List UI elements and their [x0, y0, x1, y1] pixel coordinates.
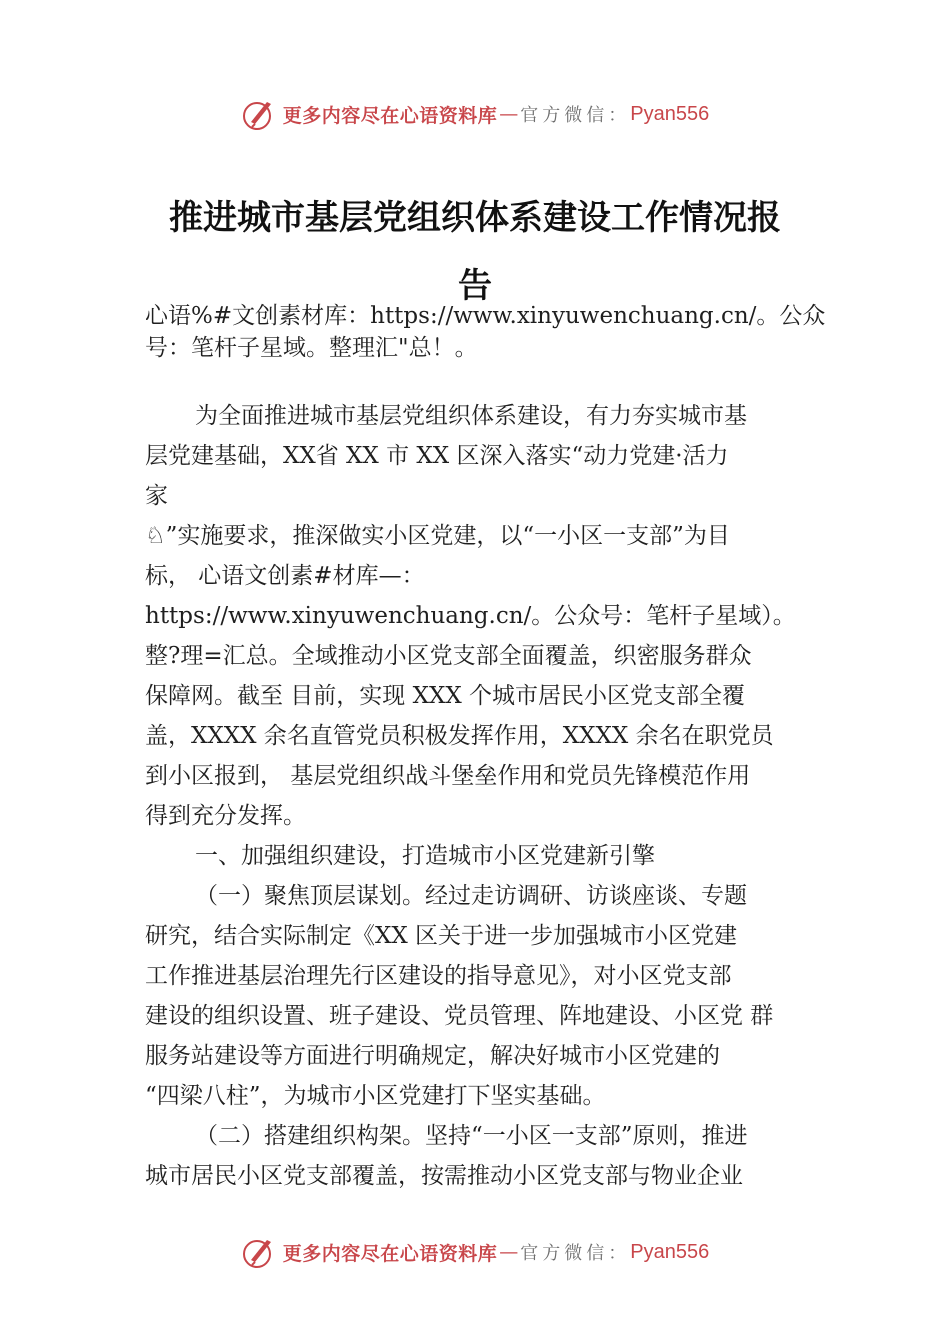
document-title-line-1: 推进城市基层党组织体系建设工作情况报 — [169, 198, 781, 238]
document-body — [145, 300, 835, 1196]
watermark-banner-top — [0, 94, 950, 134]
spacer — [145, 364, 835, 396]
banner-wechat-id: Pyan556 — [630, 1240, 710, 1263]
body-line: 得到充分发挥。 — [145, 803, 306, 829]
body-line: ♘”实施要求，推深做实小区党建，以“一小区一支部”为目 — [145, 523, 730, 549]
document-title-line-2: 告 — [458, 266, 492, 306]
banner-brand-text: 更多内容尽在心语资料库 — [282, 104, 498, 127]
body-line: 到小区报到， 基层党组织战斗堡垒作用和党员先锋模范作用 — [145, 763, 751, 789]
body-line: 层党建基础，XX省 XX 市 XX 区深入落实“动力党建·活力 — [145, 443, 729, 469]
watermark-banner-bottom — [0, 1232, 950, 1272]
body-line: 研究，结合实际制定《XX 区关于进一步加强城市小区党建 — [145, 923, 738, 949]
body-line: 标， 心语文创素#材库—： — [145, 563, 425, 589]
quill-logo-icon — [241, 96, 277, 132]
banner-wechat-label: 官方微信： — [520, 1243, 631, 1264]
body-line: 保障网。截至 目前，实现 XXX 个城市居民小区党支部全覆 — [145, 683, 746, 709]
body-line: 家 — [145, 483, 168, 509]
body-line: 工作推进基层治理先行区建设的指导意见》，对小区党支部 — [145, 963, 732, 989]
body-line: 一、加强组织建设，打造城市小区党建新引擎 — [195, 843, 655, 869]
body-line: 盖，XXXX 余名直管党员积极发挥作用，XXXX 余名在职党员 — [145, 723, 774, 749]
body-line: 为全面推进城市基层党组织体系建设，有力夯实城市基 — [195, 403, 747, 429]
body-line: https://www.xinyuwenchuang.cn/。公众号：笔杆子星域）。 — [145, 603, 796, 629]
quill-logo-icon — [241, 1234, 277, 1270]
body-line: （一）聚焦顶层谋划。经过走访调研、访谈座谈、专题 — [195, 883, 747, 909]
banner-brand-text: 更多内容尽在心语资料库 — [282, 1242, 498, 1265]
header-note-line-2: 号：笔杆子星域。整理汇"总！。 — [145, 335, 478, 361]
body-line: “四梁八柱”，为城市小区党建打下坚实基础。 — [145, 1083, 606, 1109]
body-line: （二）搭建组织构架。坚持“一小区一支部”原则，推进 — [195, 1123, 748, 1149]
banner-dash: — — [499, 103, 519, 125]
header-note-line-1: 心语%#文创素材库：https://www.xinyuwenchuang.cn/。公众 — [145, 303, 826, 329]
body-line: 建设的组织设置、班子建设、党员管理、阵地建设、小区党 群 — [145, 1003, 774, 1029]
banner-dash: — — [499, 1241, 519, 1263]
banner-wechat-id: Pyan556 — [630, 102, 710, 125]
body-line: 整?理=汇总。全域推动小区党支部全面覆盖，织密服务群众 — [145, 643, 752, 669]
banner-wechat-label: 官方微信： — [520, 105, 631, 126]
body-line: 城市居民小区党支部覆盖，按需推动小区党支部与物业企业 — [145, 1163, 743, 1189]
body-line: 服务站建设等方面进行明确规定，解决好城市小区党建的 — [145, 1043, 720, 1069]
body-paragraphs — [145, 396, 835, 1196]
